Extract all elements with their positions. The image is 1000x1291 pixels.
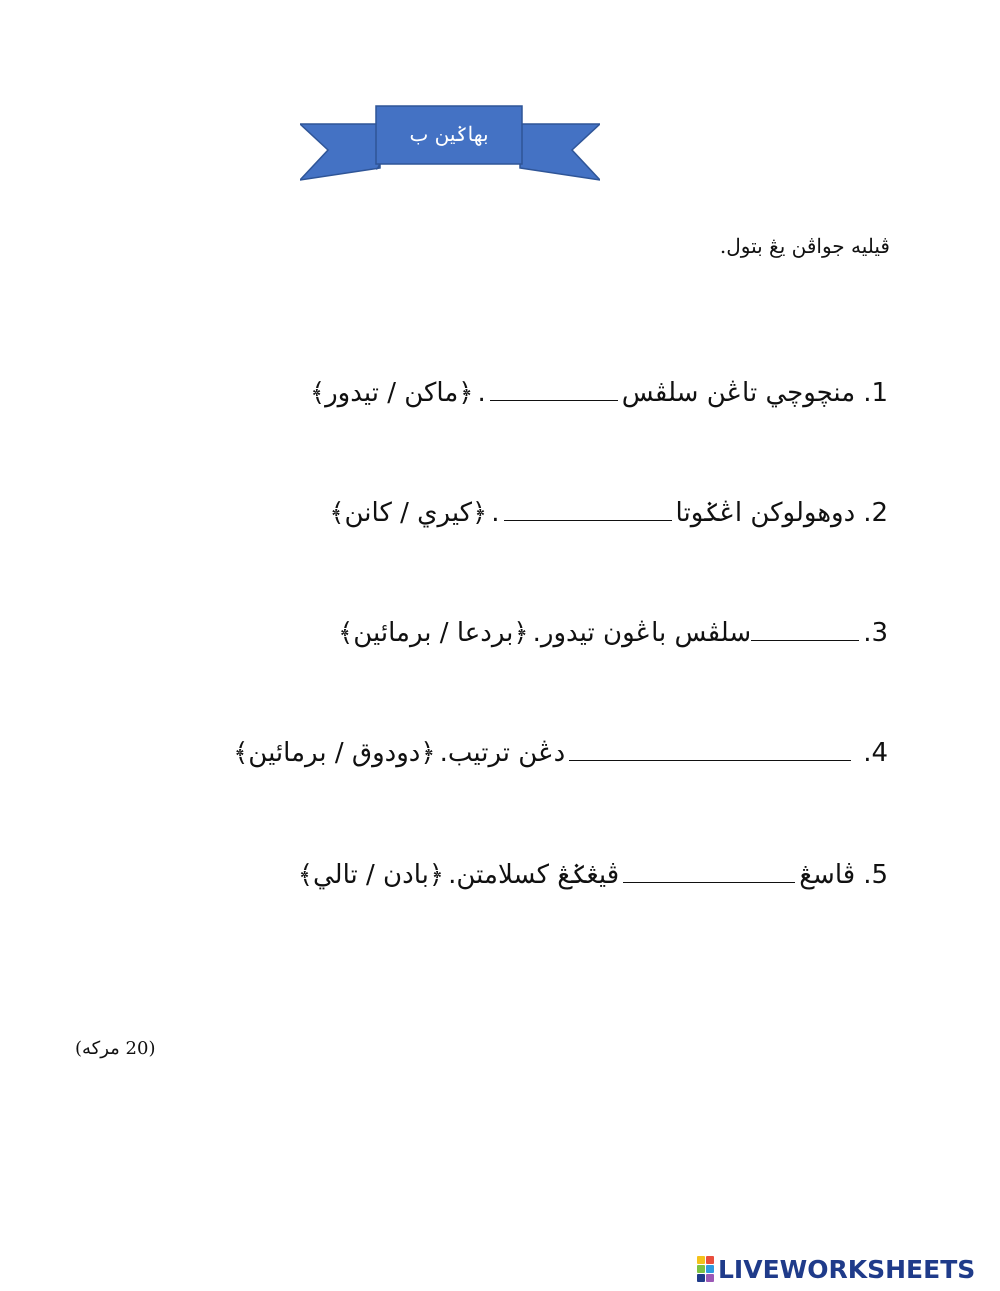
brand-logo: [697, 1254, 975, 1284]
question-text-after: .: [477, 378, 486, 408]
question-text-after: ڤيڠݢڠ کسلامتن.: [448, 860, 620, 890]
question-text-before: دوهولوکن اڠݢوتا: [675, 498, 856, 528]
question-number: 3.: [863, 618, 888, 648]
instruction-text: ڤيليه جواڤن يڠ بتول.: [719, 234, 890, 258]
question-number: 4.: [863, 738, 888, 768]
question-5: [298, 860, 888, 890]
answer-blank[interactable]: [490, 399, 618, 401]
question-text-before: ڤاسڠ: [799, 860, 856, 890]
question-3: [338, 618, 888, 648]
question-text-after: دڠن ترتيب.: [439, 738, 566, 768]
question-4: [233, 738, 888, 768]
answer-options: ﴿کيري / کانن﴾: [329, 498, 488, 528]
answer-options: ﴿بردعا / برمائين﴾: [337, 618, 529, 648]
answer-options: ﴿بادن / تالي﴾: [297, 860, 445, 890]
section-title: بهاݢين ب: [409, 122, 489, 146]
question-2: [329, 498, 888, 528]
question-text-after: سلڤس باڠون تيدور.: [532, 618, 752, 648]
question-number: 5.: [863, 860, 888, 890]
total-marks: (20 مرکه): [75, 1038, 156, 1059]
question-1: [310, 378, 888, 408]
answer-blank[interactable]: [504, 519, 672, 521]
answer-options: ﴿دودوق / برمائين﴾: [233, 738, 436, 768]
logo-blocks-icon: [697, 1256, 714, 1282]
answer-blank[interactable]: [569, 759, 851, 761]
brand-name: LIVEWORKSHEETS: [718, 1254, 976, 1284]
question-text-after: .: [491, 498, 500, 528]
answer-blank[interactable]: [623, 881, 795, 883]
question-number: 1.: [863, 378, 888, 408]
question-text-before: منچوچي تاڠن سلڤس: [621, 378, 856, 408]
question-number: 2.: [863, 498, 888, 528]
answer-options: ﴿ماکن / تيدور﴾: [309, 378, 474, 408]
section-ribbon: [300, 102, 600, 182]
answer-blank[interactable]: [751, 639, 859, 641]
